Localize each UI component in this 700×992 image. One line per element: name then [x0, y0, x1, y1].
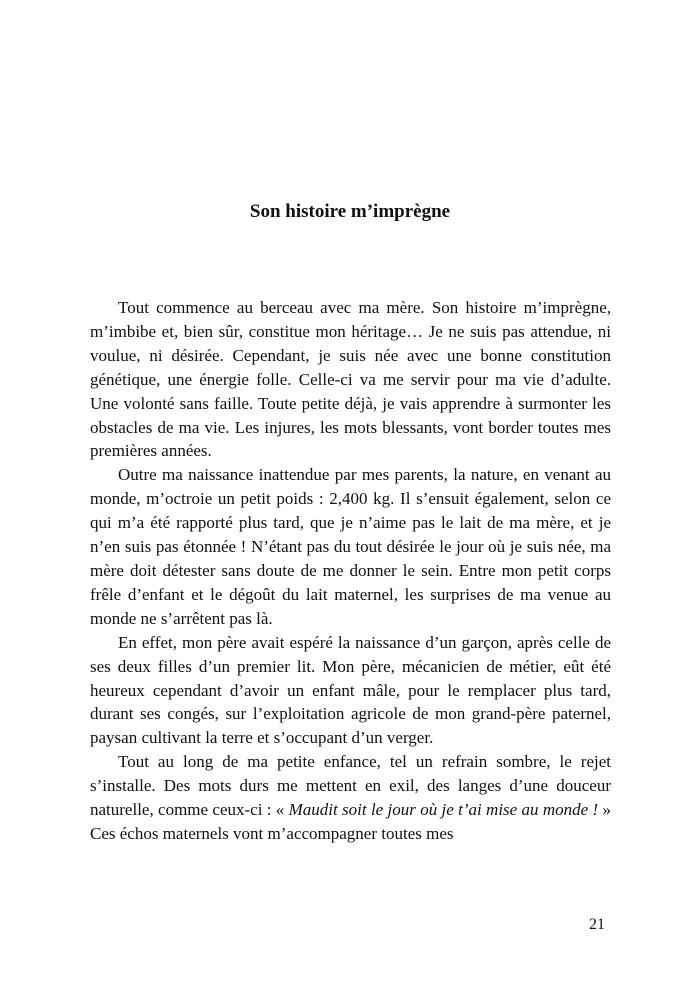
paragraph-4-text-after: » Ces échos maternels vont m’accompagner toutes mes [90, 800, 611, 843]
paragraph-4 [90, 750, 611, 846]
body-text [90, 296, 611, 846]
chapter-title: Son histoire m’imprègne [249, 201, 451, 222]
maternal-quote: Maudit soit le jour où je t’ai mise au monde ! [288, 800, 599, 820]
paragraph-1: Tout commence au berceau avec ma mère. Son histoire m’imprègne, m’imbibe et, bien sûr, constitue mon héritage… Je ne suis pas attendue, ni voulue, ni désirée. Cependant, je suis née avec une bonne constitution génétique, une énergie folle. Celle-ci va me servir pour ma vie d’adulte. Une volonté sans faille. Toute petite déjà, je vais apprendre à surmonter les obstacles de ma vie. Les injures, les mots blessants, vont border toutes mes premières années. [90, 298, 611, 461]
paragraph-4-text-before: Tout au long de ma petite enfance, tel un refrain sombre, le rejet s’installe. Des mots durs me mettent en exil, des langes d’une douceur naturelle, comme ceux-ci : « [90, 752, 611, 820]
paragraph-3: En effet, mon père avait espéré la naissance d’un garçon, après celle de ses deux filles d’un premier lit. Mon père, mécanicien de métier, eût été heureux cependant d’avoir un enfant mâle, pour le remplacer plus tard, durant ses congés, sur l’exploitation agricole de mon grand-père paternel, paysan cultivant la terre et s’occupant d’un verger. [90, 632, 611, 748]
page-number: 21 [589, 916, 605, 933]
paragraph-2: Outre ma naissance inattendue par mes parents, la nature, en venant au monde, m’octroie un petit poids : 2,400 kg. Il s’ensuit également, selon ce qui m’a été rapporté plus tard, que je n’aime pas le lait de ma mère, et je n’en suis pas étonnée ! N’étant pas du tout désirée le jour où je suis née, ma mère doit détester sans doute de me donner le sein. Entre mon petit corps frêle d’enfant et le dégoût du lait maternel, les surprises de ma venue au monde ne s’arrêtent pas là. [90, 465, 611, 628]
